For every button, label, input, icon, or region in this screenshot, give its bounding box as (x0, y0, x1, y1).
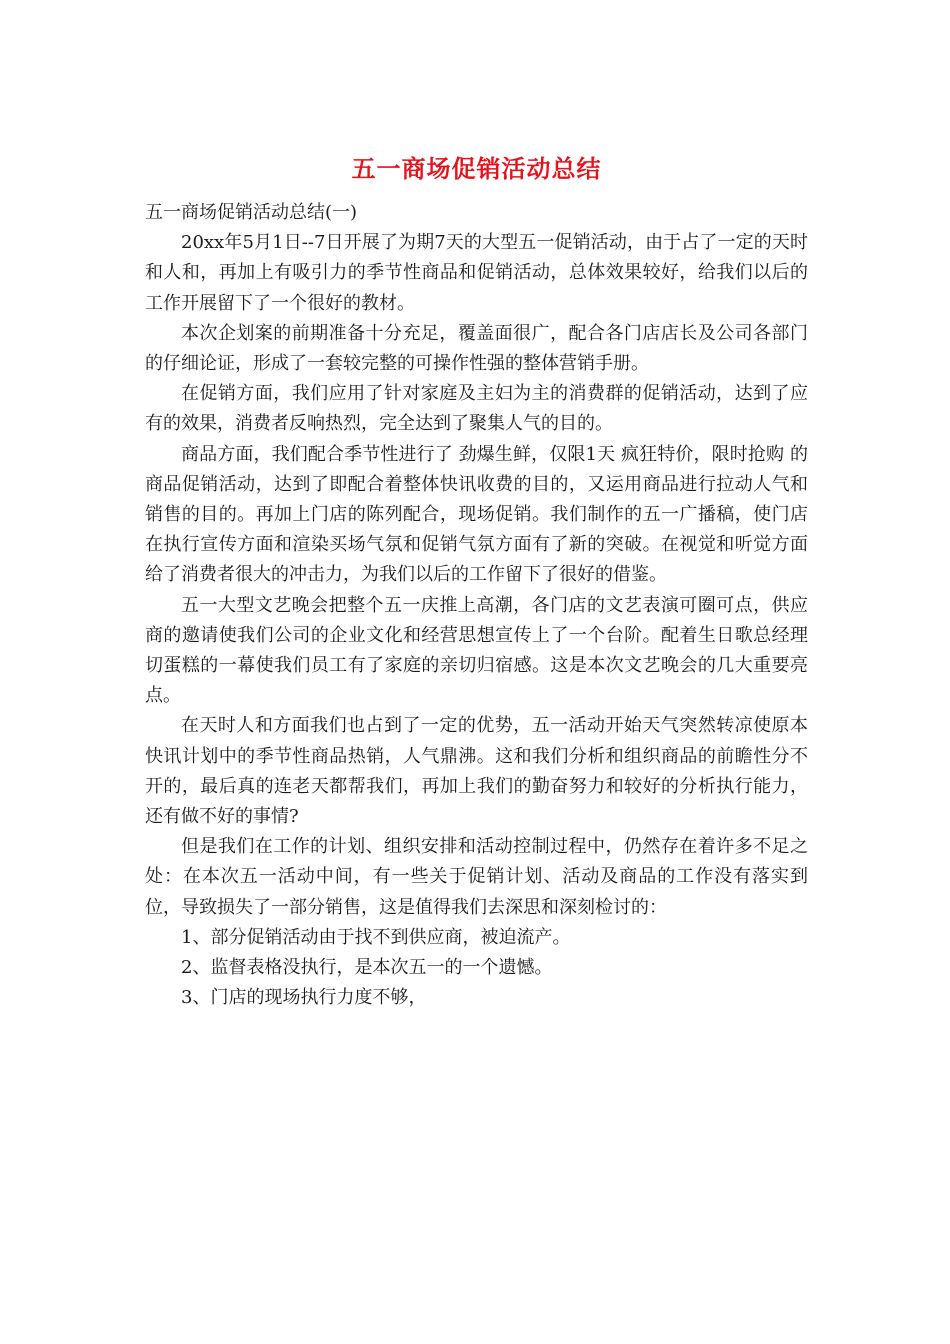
paragraph: 但是我们在工作的计划、组织安排和活动控制过程中，仍然存在着许多不足之处：在本次五一活动中间，有一些关于促销计划、活动及商品的工作没有落实到位，导致损失了一部分销售，这是值得我们去深思和深刻检讨的： (145, 836, 808, 918)
paragraph: 商品方面，我们配合季节性进行了 劲爆生鲜，仅限1天 疯狂特价，限时抢购 的商品促销活动，达到了即配合着整体快讯收费的目的，又运用商品进行拉动人气和销售的目的。再加上门店的陈列配合，现场促销。我们制作的五一广播稿，使门店在执行宣传方面和渲染买场气氛和促销气氛方面有了新的突破。在视觉和听觉方面给了消费者很大的冲击力，为我们以后的工作留下了很好的借鉴。 (145, 443, 808, 586)
document-subtitle: 五一商场促销活动总结(一) (145, 202, 358, 223)
paragraph: 在促销方面，我们应用了针对家庭及主妇为主的消费群的促销活动，达到了应有的效果，消费者反响热烈，完全达到了聚集人气的目的。 (145, 383, 808, 435)
paragraph: 在天时人和方面我们也占到了一定的优势，五一活动开始天气突然转凉使原本快讯计划中的季节性商品热销，人气鼎沸。这和我们分析和组织商品的前瞻性分不开的，最后真的连老天都帮我们，再加上我们的勤奋努力和较好的分析执行能力，还有做不好的事情? (145, 715, 808, 828)
list-item: 2、监督表格没执行，是本次五一的一个遗憾。 (181, 957, 553, 979)
document-body (145, 198, 808, 1013)
paragraph: 五一大型文艺晚会把整个五一庆推上高潮，各门店的文艺表演可圈可点，供应商的邀请使我们公司的企业文化和经营思想宣传上了一个台阶。配着生日歌总经理切蛋糕的一幕使我们员工有了家庭的亲切归宿感。这是本次文艺晚会的几大重要亮点。 (145, 594, 808, 707)
list-item: 3、门店的现场执行力度不够， (181, 987, 427, 1009)
paragraph: 20xx年5月1日--7日开展了为期7天的大型五一促销活动，由于占了一定的天时和人和，再加上有吸引力的季节性商品和促销活动，总体效果较好，给我们以后的工作开展留下了一个很好的教材。 (145, 232, 808, 314)
document-title: 五一商场促销活动总结 (351, 154, 602, 183)
paragraph: 本次企划案的前期准备十分充足，覆盖面很广，配合各门店店长及公司各部门的仔细论证，形成了一套较完整的可操作性强的整体营销手册。 (145, 322, 808, 375)
list-item: 1、部分促销活动由于找不到供应商，被迫流产。 (181, 926, 571, 948)
